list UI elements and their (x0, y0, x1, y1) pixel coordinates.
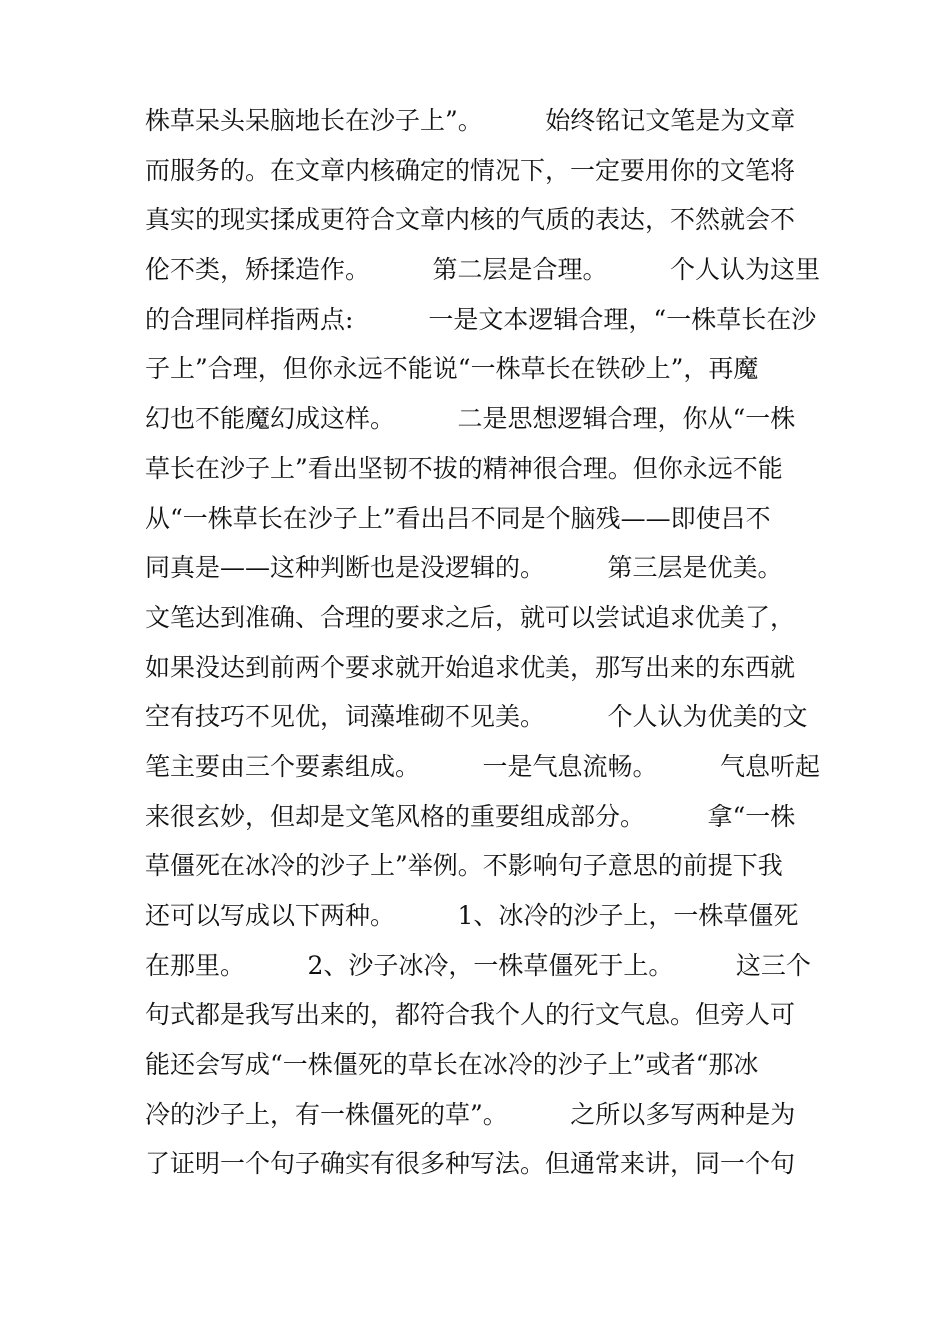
text-line: 句式都是我写出来的，都符合我个人的行文气息。但旁人可 (145, 1000, 796, 1030)
text-line: 株草呆头呆脑地长在沙子上”。 始终铭记文笔是为文章 (145, 106, 796, 135)
text-line: 子上”合理，但你永远不能说“一株草长在铁砂上”，再魔 (145, 354, 759, 384)
text-line: 还可以写成以下两种。 1、冰冷的沙子上，一株草僵死 (145, 901, 799, 930)
text-line: 真实的现实揉成更符合文章内核的气质的表达，不然就会不 (145, 205, 796, 235)
text-line: 空有技巧不见优，词藻堆砌不见美。 个人认为优美的文 (145, 702, 808, 732)
text-line: 草长在沙子上”看出坚韧不拔的精神很合理。但你永远不能 (145, 453, 783, 483)
text-line: 的合理同样指两点: 一是文本逻辑合理，“一株草长在沙 (145, 304, 817, 334)
text-line: 而服务的。在文章内核确定的情况下，一定要用你的文笔将 (145, 155, 796, 185)
text-line: 在那里。 2、沙子冰冷，一株草僵死于上。 这三个 (145, 950, 811, 980)
text-line: 冷的沙子上，有一株僵死的草”。 之所以多写两种是为 (145, 1099, 796, 1129)
text-line: 伦不类，矫揉造作。 第二层是合理。 个人认为这里 (145, 255, 821, 285)
text-line: 能还会写成“一株僵死的草长在冰冷的沙子上”或者“那冰 (145, 1050, 759, 1080)
text-line: 文笔达到准确、合理的要求之后，就可以尝试追求优美了， (145, 602, 796, 632)
text-line: 笔主要由三个要素组成。 一是气息流畅。 气息听起 (145, 751, 821, 781)
text-line: 如果没达到前两个要求就开始追求优美，那写出来的东西就 (145, 652, 796, 682)
text-line: 同真是——这种判断也是没逻辑的。 第三层是优美。 (145, 553, 783, 583)
text-line: 草僵死在冰冷的沙子上”举例。不影响句子意思的前提下我 (145, 851, 783, 881)
text-line: 了证明一个句子确实有很多种写法。但通常来讲，同一个句 (145, 1149, 796, 1179)
body-text (145, 96, 821, 1189)
text-line: 从“一株草长在沙子上”看出吕不同是个脑残——即使吕不 (145, 503, 771, 533)
text-line: 幻也不能魔幻成这样。 二是思想逻辑合理，你从“一株 (145, 404, 796, 434)
text-line: 来很玄妙，但却是文笔风格的重要组成部分。 拿“一株 (145, 801, 796, 831)
